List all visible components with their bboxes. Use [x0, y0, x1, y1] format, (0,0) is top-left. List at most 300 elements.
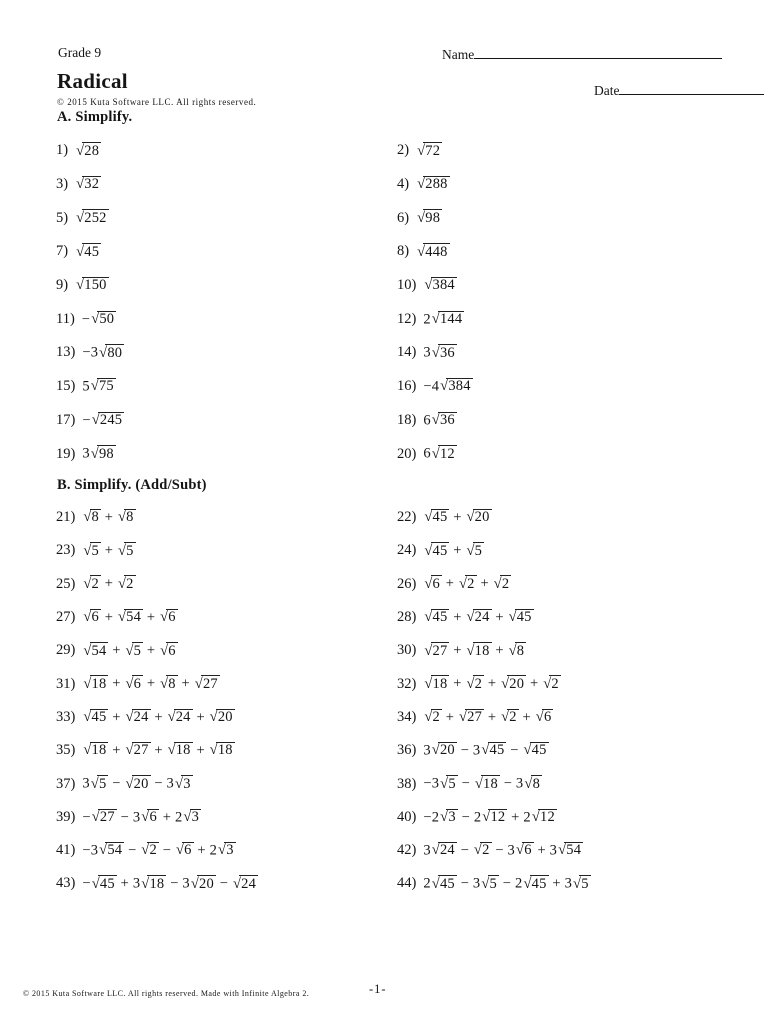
radicand: 144	[439, 311, 463, 328]
radical	[191, 876, 216, 892]
problem	[56, 568, 397, 601]
radical-sign: √	[482, 809, 491, 826]
radicand: 5	[581, 875, 589, 892]
radical-sign: √	[473, 842, 483, 859]
problem	[397, 370, 746, 404]
problem	[56, 767, 397, 800]
radical-sign: √	[118, 542, 127, 559]
problem-expression: √45 + √24 + √45	[424, 609, 532, 626]
radical-sign: √	[83, 709, 92, 726]
radical	[125, 709, 150, 725]
problem	[397, 568, 746, 601]
radical	[432, 742, 457, 758]
radical	[91, 776, 109, 792]
radical	[76, 277, 109, 293]
radical-sign: √	[466, 609, 475, 626]
radical	[125, 776, 150, 792]
radical-sign: √	[99, 344, 108, 361]
radical-sign: √	[118, 509, 127, 526]
radicand: 448	[425, 243, 448, 260]
radical	[92, 412, 125, 428]
radical-sign: √	[543, 675, 552, 692]
problem-number: 31)	[56, 675, 76, 692]
radical	[432, 311, 465, 327]
radical	[141, 842, 159, 858]
radicand: 54	[107, 842, 123, 859]
problem-expression	[416, 142, 442, 160]
problem	[56, 801, 397, 834]
footer-copyright: © 2015 Kuta Software LLC. All rights reserved. Made with Infinite Algebra 2.	[23, 989, 310, 998]
radicand: 384	[448, 378, 471, 395]
problem-expression	[75, 142, 101, 160]
radical-sign: √	[83, 609, 92, 626]
radicand: 8	[168, 675, 176, 692]
radicand: 45	[516, 609, 532, 626]
radical	[91, 378, 116, 394]
page-number: -1-	[369, 982, 387, 996]
radical	[424, 643, 449, 659]
radical-sign: √	[76, 277, 85, 294]
problem	[397, 701, 746, 734]
radicand: 5	[448, 775, 456, 792]
radical-sign: √	[424, 709, 433, 726]
radical	[141, 876, 166, 892]
radical-sign: √	[431, 311, 440, 328]
radicand: 24	[133, 709, 149, 726]
problem-expression: 2√45 − 3√5 − 2√45 + 3√5	[423, 875, 589, 892]
radical	[523, 876, 548, 892]
problem-expression: 6√12	[423, 445, 455, 462]
radicand: 2	[509, 709, 517, 726]
date-field	[594, 81, 764, 99]
problem-number: 37)	[56, 775, 76, 792]
radicand: 18	[91, 742, 107, 759]
radical-sign: √	[125, 675, 134, 692]
radicand: 45	[99, 875, 115, 892]
problem-number: 33)	[56, 708, 76, 725]
radicand: 252	[84, 209, 107, 226]
radicand: 6	[91, 609, 99, 626]
radical-sign: √	[417, 142, 426, 159]
problem-expression: √27 + √18 + √8	[424, 642, 525, 659]
radicand: 384	[432, 277, 455, 294]
problem-number: 4)	[397, 176, 410, 193]
radical-sign: √	[160, 675, 169, 692]
radicand: 3	[226, 842, 234, 859]
radical	[509, 643, 527, 659]
radical	[432, 876, 457, 892]
radical-sign: √	[440, 809, 449, 826]
radicand: 6	[168, 609, 176, 626]
radical-sign: √	[83, 742, 92, 759]
problem-expression: √54 + √5 + √6	[83, 642, 176, 659]
problem-expression: 3√36	[423, 344, 455, 361]
problem-expression: √2 + √2	[83, 575, 134, 592]
radicand: 20	[199, 875, 214, 892]
problem	[56, 201, 397, 235]
radical	[501, 676, 526, 692]
radical	[494, 576, 512, 592]
problem-number: 42)	[397, 842, 417, 859]
problem-number: 17)	[56, 411, 76, 428]
radical	[99, 345, 124, 361]
problem	[56, 134, 397, 168]
problem	[397, 534, 746, 567]
problem-expression: √18 + √2 + √20 + √2	[424, 675, 559, 692]
problem-expression: 3√5 − √20 − 3√3	[82, 775, 191, 792]
radical-sign: √	[493, 575, 502, 592]
radical-sign: √	[573, 875, 582, 892]
radical-sign: √	[91, 809, 100, 826]
problem-expression: √6 + √2 + √2	[424, 575, 510, 592]
problem	[397, 134, 746, 168]
radical-sign: √	[516, 842, 525, 859]
radical	[76, 244, 101, 260]
radicand: 5	[91, 542, 99, 559]
problem-expression	[416, 176, 450, 194]
radical	[175, 776, 193, 792]
radicand: 245	[99, 412, 123, 429]
radicand: 24	[439, 842, 455, 859]
radical	[466, 509, 491, 525]
radical-sign: √	[431, 875, 440, 892]
problem-expression: 5√75	[82, 378, 114, 395]
radical-sign: √	[466, 509, 475, 526]
problem-number: 10)	[397, 277, 417, 294]
radicand: 12	[439, 445, 455, 462]
radical-sign: √	[160, 609, 169, 626]
problem	[397, 601, 746, 634]
problem	[397, 634, 746, 667]
problem	[56, 867, 397, 900]
radical-sign: √	[209, 742, 218, 759]
problem	[397, 834, 746, 867]
radicand: 8	[126, 509, 134, 526]
radical	[83, 709, 108, 725]
radical	[417, 143, 442, 159]
radical-sign: √	[76, 243, 85, 260]
radicand: 5	[474, 542, 483, 559]
radical-sign: √	[431, 445, 440, 462]
problem-expression: √18 + √6 + √8 + √27	[83, 675, 218, 692]
radical-sign: √	[141, 875, 150, 892]
problem-number: 35)	[56, 742, 76, 759]
radical	[424, 676, 449, 692]
radicand: 8	[532, 775, 541, 792]
radical-sign: √	[417, 209, 426, 226]
radicand: 3	[191, 809, 200, 826]
radical-sign: √	[424, 675, 433, 692]
problem-number: 1)	[56, 142, 69, 159]
radical	[424, 609, 449, 625]
date-underline	[619, 81, 764, 95]
radicand: 50	[99, 311, 115, 328]
problem	[397, 437, 746, 471]
radicand: 2	[501, 575, 510, 592]
problem-number: 36)	[397, 742, 417, 759]
radicand: 45	[432, 609, 448, 626]
radicand: 80	[107, 344, 123, 361]
radical	[573, 876, 591, 892]
radicand: 18	[149, 875, 165, 892]
problem-number: 9)	[56, 277, 69, 294]
problem	[56, 701, 397, 734]
radicand: 54	[126, 609, 142, 626]
problem-number: 34)	[397, 708, 417, 725]
radical	[210, 709, 235, 725]
problem-number: 15)	[56, 378, 76, 395]
radicand: 18	[217, 742, 233, 759]
radical-sign: √	[431, 344, 440, 361]
problem-number: 13)	[56, 344, 76, 361]
radicand: 45	[531, 875, 547, 892]
radical	[532, 809, 557, 825]
radicand: 20	[133, 775, 149, 792]
radical	[168, 709, 193, 725]
radicand: 18	[483, 775, 498, 792]
radicand: 24	[175, 709, 191, 726]
radical	[91, 311, 116, 327]
radicand: 75	[98, 378, 114, 395]
radical-sign: √	[190, 875, 200, 892]
radical	[424, 576, 442, 592]
radical	[92, 809, 117, 825]
radicand: 5	[98, 775, 107, 792]
problem	[397, 501, 746, 534]
radicand: 45	[432, 509, 448, 526]
problem	[56, 302, 397, 336]
radicand: 45	[489, 742, 505, 759]
problem-number: 2)	[397, 142, 410, 159]
radicand: 6	[524, 842, 532, 859]
problem	[56, 834, 397, 867]
radicand: 6	[168, 642, 176, 659]
problem	[397, 201, 746, 235]
radical-sign: √	[535, 709, 544, 726]
radical-sign: √	[91, 311, 100, 328]
radical-sign: √	[194, 675, 203, 692]
radical-sign: √	[160, 642, 169, 659]
radical-sign: √	[141, 842, 150, 859]
radical-sign: √	[440, 775, 449, 792]
radicand: 45	[531, 742, 547, 759]
radical	[118, 509, 136, 525]
radicand: 98	[425, 209, 441, 226]
radical	[474, 842, 492, 858]
radical-sign: √	[523, 875, 532, 892]
problem-number: 41)	[56, 842, 76, 859]
problem-number: 40)	[397, 808, 417, 825]
problem-expression: −3√5 − √18 − 3√8	[423, 775, 541, 792]
problem-expression: √8 + √8	[83, 509, 134, 526]
radical	[83, 543, 101, 559]
radical-sign: √	[524, 775, 533, 792]
radical	[432, 446, 457, 462]
problem	[397, 867, 746, 900]
radical	[482, 809, 507, 825]
radical	[83, 609, 101, 625]
radicand: 54	[566, 842, 582, 859]
radical-sign: √	[417, 243, 426, 260]
section-b-heading: B. Simplify. (Add/Subt)	[57, 477, 207, 493]
radical-sign: √	[481, 875, 490, 892]
radical	[432, 345, 457, 361]
problem-number: 23)	[56, 542, 76, 559]
problem-number: 11)	[56, 310, 75, 327]
radical-sign: √	[118, 609, 127, 626]
radical-sign: √	[175, 775, 184, 792]
radical	[83, 576, 101, 592]
radical	[516, 842, 534, 858]
radical-sign: √	[125, 742, 134, 759]
problem-number: 18)	[397, 411, 417, 428]
problem-expression: −√27 − 3√6 + 2√3	[82, 809, 200, 826]
radical-sign: √	[125, 642, 134, 659]
radicand: 288	[425, 176, 448, 193]
problem-expression	[75, 243, 101, 261]
radical-sign: √	[424, 277, 433, 294]
radical-sign: √	[99, 842, 108, 859]
radical	[160, 643, 178, 659]
problem-number: 8)	[397, 243, 410, 260]
problem-expression: √5 + √5	[83, 542, 134, 559]
radical	[558, 842, 583, 858]
radical	[536, 709, 554, 725]
name-field	[442, 45, 722, 63]
page-title: Radical	[57, 69, 128, 93]
problem-number: 43)	[56, 875, 76, 892]
radical	[424, 509, 449, 525]
radicand: 45	[432, 542, 448, 559]
radical	[440, 378, 473, 394]
problem	[56, 634, 397, 667]
radical-sign: √	[90, 378, 99, 395]
radical	[125, 676, 143, 692]
problem-number: 20)	[397, 445, 417, 462]
problem-number: 38)	[397, 775, 417, 792]
radicand: 12	[540, 809, 555, 826]
radical-sign: √	[481, 742, 490, 759]
section-b-problems	[56, 501, 746, 901]
radical-sign: √	[83, 575, 92, 592]
problem	[56, 336, 397, 370]
radical	[475, 776, 500, 792]
radical-sign: √	[474, 775, 483, 792]
problem-expression: −3√80	[82, 344, 123, 361]
radicand: 32	[84, 176, 100, 193]
radicand: 24	[241, 875, 257, 892]
radical	[481, 742, 506, 758]
problem	[397, 667, 746, 700]
radicand: 2	[91, 575, 99, 592]
radical-sign: √	[90, 775, 99, 792]
radicand: 45	[439, 875, 455, 892]
radical	[466, 543, 484, 559]
grade-label: Grade 9	[58, 45, 102, 60]
problem	[56, 734, 397, 767]
problem-number: 5)	[56, 209, 69, 226]
radical	[118, 609, 143, 625]
radical	[99, 842, 124, 858]
radical-sign: √	[424, 542, 433, 559]
radical	[83, 509, 101, 525]
problem	[56, 534, 397, 567]
problem-expression: −3√54 − √2 − √6 + 2√3	[82, 842, 234, 859]
radicand: 8	[91, 509, 99, 526]
radical-sign: √	[90, 445, 99, 462]
problem-expression: √45 + √24 + √24 + √20	[83, 709, 233, 726]
radical-sign: √	[466, 542, 475, 559]
radicand: 28	[84, 142, 100, 159]
radicand: 98	[98, 445, 114, 462]
radical-sign: √	[125, 709, 134, 726]
radical	[141, 809, 159, 825]
problem-number: 26)	[397, 575, 417, 592]
problem-number: 3)	[56, 176, 69, 193]
problem	[397, 734, 746, 767]
radical-sign: √	[167, 709, 176, 726]
radical	[160, 676, 178, 692]
problem-number: 39)	[56, 808, 76, 825]
problem-number: 12)	[397, 310, 417, 327]
radical	[83, 643, 108, 659]
radicand: 2	[149, 842, 157, 859]
radical	[509, 609, 534, 625]
radical-sign: √	[459, 709, 468, 726]
radical-sign: √	[501, 709, 510, 726]
radical	[176, 842, 194, 858]
problem-expression	[75, 277, 109, 295]
radical-sign: √	[141, 809, 150, 826]
radical	[459, 576, 477, 592]
radicand: 27	[202, 675, 218, 692]
radical-sign: √	[424, 575, 433, 592]
radical-sign: √	[431, 842, 440, 859]
radical	[424, 709, 442, 725]
problem-number: 24)	[397, 542, 417, 559]
problem-number: 19)	[56, 445, 76, 462]
radicand: 24	[474, 609, 490, 626]
radical	[210, 742, 235, 758]
problem-expression: √6 + √54 + √6	[83, 609, 176, 626]
problem	[397, 302, 746, 336]
radical-sign: √	[501, 675, 510, 692]
radicand: 20	[439, 742, 455, 759]
radical-sign: √	[209, 709, 218, 726]
radicand: 18	[432, 675, 448, 692]
problem-expression: √18 + √27 + √18 + √18	[83, 742, 233, 759]
problem-number: 7)	[56, 243, 69, 260]
problem-number: 25)	[56, 575, 76, 592]
problem	[397, 168, 746, 202]
radicand: 20	[509, 675, 525, 692]
radicand: 36	[439, 344, 455, 361]
radicand: 5	[489, 875, 497, 892]
problem	[56, 269, 397, 303]
radical	[432, 412, 457, 428]
radical	[543, 676, 561, 692]
problem-expression: 2√144	[423, 311, 463, 328]
radical	[417, 176, 450, 192]
radical-sign: √	[83, 509, 92, 526]
radical	[424, 277, 457, 293]
radical	[417, 244, 450, 260]
radical	[481, 876, 499, 892]
radical	[83, 676, 108, 692]
problem-expression: √2 + √27 + √2 + √6	[424, 709, 552, 726]
radical	[233, 876, 258, 892]
radicand: 2	[482, 842, 490, 859]
